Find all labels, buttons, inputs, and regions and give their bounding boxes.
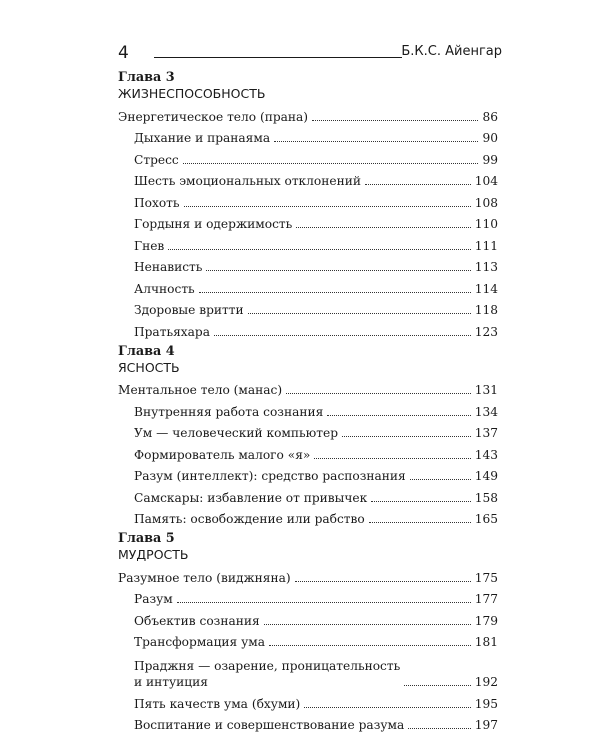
toc-entry-page: 149 — [474, 469, 498, 483]
chapter-title: ЖИЗНЕСПОСОБНОСТЬ — [118, 86, 266, 101]
toc-entry-title: Гордыня и одержимость — [134, 217, 293, 231]
dot-leader — [199, 292, 471, 293]
toc-entry — [118, 564, 498, 586]
toc-entry — [118, 189, 498, 211]
toc-entry — [118, 506, 498, 528]
toc-entry-page: 90 — [482, 131, 498, 145]
toc-entry-title: Разумное тело (виджняна) — [118, 570, 291, 585]
toc-entry-page: 179 — [474, 613, 498, 628]
toc-entry-title: Здоровые вритти — [134, 303, 244, 317]
toc-entry — [118, 318, 498, 340]
table-of-contents — [118, 70, 498, 733]
toc-entry-page: 195 — [474, 696, 498, 711]
toc-entry — [118, 103, 498, 125]
toc-entry-title — [134, 658, 400, 690]
toc-entry — [118, 168, 498, 190]
toc-entry-page: 137 — [474, 426, 498, 440]
page-number: 4 — [118, 43, 129, 63]
toc-entry — [118, 232, 498, 254]
toc-entry — [118, 275, 498, 297]
toc-entry-page: 99 — [482, 152, 498, 167]
dot-leader — [404, 685, 470, 686]
dot-leader — [296, 227, 470, 228]
toc-entry-title: Пять качеств ума (бхуми) — [134, 696, 301, 711]
toc-entry-page: 113 — [474, 260, 498, 274]
chapter-5 — [118, 531, 498, 733]
dot-leader — [248, 313, 471, 314]
toc-entry — [118, 607, 498, 629]
toc-entry — [118, 441, 498, 463]
toc-entry — [118, 297, 498, 319]
page-header — [118, 42, 502, 66]
toc-entry-title: Разум (интеллект): средство распознания — [134, 469, 406, 483]
toc-entry-title: Память: освобождение или рабство — [134, 512, 365, 526]
toc-entry-page: 158 — [474, 490, 498, 505]
toc-entry-page: 177 — [474, 592, 498, 606]
toc-entry-title: Ментальное тело (манас) — [118, 383, 283, 397]
toc-entry-page: 134 — [474, 404, 498, 419]
toc-entry — [118, 463, 498, 485]
toc-entry-title: Самскары: избавление от привычек — [134, 490, 368, 505]
toc-entry-title: Энергетическое тело (прана) — [118, 109, 309, 124]
dot-leader — [365, 184, 471, 185]
dot-leader — [304, 707, 470, 708]
dot-leader — [184, 206, 471, 207]
toc-entry-title: Ум — человеческий компьютер — [134, 426, 339, 440]
chapter-label: Глава 3 — [118, 70, 175, 85]
toc-entry-title: Объектив сознания — [134, 613, 260, 628]
dot-leader — [274, 141, 478, 142]
toc-entry-title-line: Праджня — озарение, проницательность — [134, 659, 401, 673]
dot-leader — [408, 728, 470, 729]
toc-entry-title: Внутренняя работа сознания — [134, 404, 324, 419]
toc-entry — [118, 484, 498, 506]
toc-entry-page: 86 — [482, 109, 498, 124]
dot-leader — [314, 458, 470, 459]
dot-leader — [183, 163, 479, 164]
toc-entry-title-line: и интуиция — [134, 675, 208, 689]
dot-leader — [295, 581, 471, 582]
toc-entry-page: 175 — [474, 570, 498, 585]
toc-entry-page: 181 — [474, 635, 498, 649]
chapter-label: Глава 4 — [118, 343, 175, 359]
toc-entry — [118, 586, 498, 608]
toc-entry — [118, 125, 498, 147]
toc-entry — [118, 398, 498, 420]
toc-entry — [118, 420, 498, 442]
toc-entry-page: 165 — [474, 512, 498, 526]
toc-entry-page: 123 — [474, 324, 498, 339]
toc-entry-page: 197 — [474, 718, 498, 732]
toc-entry-title: Разум — [134, 592, 173, 606]
dot-leader — [410, 479, 471, 480]
dot-leader — [269, 645, 471, 646]
toc-entry-page: 110 — [474, 217, 498, 231]
dot-leader — [342, 436, 471, 437]
toc-entry — [118, 254, 498, 276]
chapter-4 — [118, 344, 498, 528]
toc-entry — [118, 146, 498, 168]
toc-entry-title: Стресс — [134, 152, 179, 167]
dot-leader — [312, 120, 478, 121]
toc-entry-page: 108 — [474, 195, 498, 210]
dot-leader — [206, 270, 470, 271]
running-head-author: Б.К.С. Айенгар — [401, 44, 502, 59]
toc-entry — [118, 650, 498, 690]
toc-entry — [118, 712, 498, 734]
chapter-3 — [118, 70, 498, 340]
toc-entry — [118, 211, 498, 233]
toc-entry-page: 131 — [474, 383, 498, 397]
header-rule — [154, 57, 402, 58]
dot-leader — [264, 624, 471, 625]
toc-entry-page: 192 — [474, 675, 498, 689]
toc-entry-title: Алчность — [134, 281, 195, 296]
chapter-label: Глава 5 — [118, 531, 175, 546]
toc-entry-page: 143 — [474, 447, 498, 462]
toc-entry-title: Ненависть — [134, 260, 203, 274]
dot-leader — [177, 602, 471, 603]
toc-entry-page: 104 — [474, 174, 498, 188]
toc-entry-title: Трансформация ума — [134, 635, 266, 649]
toc-entry-title: Похоть — [134, 195, 180, 210]
dot-leader — [168, 249, 470, 250]
dot-leader — [327, 415, 470, 416]
dot-leader — [369, 522, 471, 523]
toc-entry-title: Гнев — [134, 238, 165, 253]
toc-entry-page: 111 — [474, 238, 498, 253]
chapter-title: МУДРОСТЬ — [118, 547, 189, 562]
toc-entry-title: Шесть эмоциональных отклонений — [134, 174, 361, 188]
toc-entry-title: Воспитание и совершенствование разума — [134, 718, 405, 732]
dot-leader — [371, 501, 470, 502]
toc-entry-title: Формирователь малого «я» — [134, 447, 311, 462]
chapter-title: ЯСНОСТЬ — [118, 359, 180, 375]
dot-leader — [214, 335, 471, 336]
toc-entry-title: Пратьяхара — [134, 324, 210, 339]
toc-entry — [118, 629, 498, 651]
toc-entry-page: 118 — [474, 303, 498, 317]
toc-entry — [118, 377, 498, 399]
toc-entry-title: Дыхание и пранаяма — [134, 131, 271, 145]
toc-entry — [118, 690, 498, 712]
toc-entry-page: 114 — [474, 281, 498, 296]
dot-leader — [286, 393, 471, 394]
